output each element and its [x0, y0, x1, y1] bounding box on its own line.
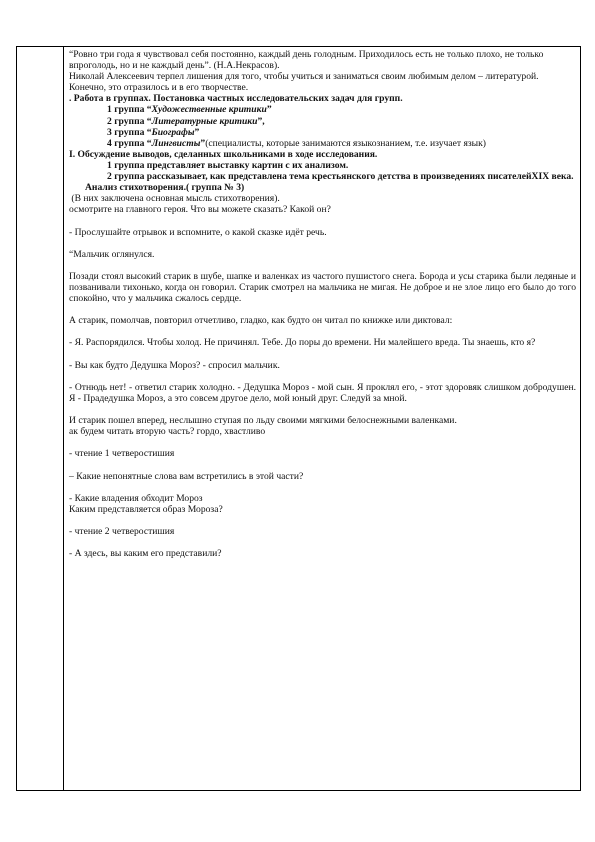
group-3-line: 3 группа “Биографы” [107, 126, 200, 138]
reflected-paragraph: Конечно, это отразилось и в его творчестве. [69, 82, 249, 94]
discussion-heading: I. Обсуждение выводов, сделанных школьниками в ходе исследования. [69, 148, 378, 160]
group-1-line: 1 группа “Художественные критики” [107, 104, 272, 116]
analysis-heading: Анализ стихотворения.( группа № 3) [85, 182, 245, 194]
lesson-content-cell [69, 49, 576, 559]
how-read-second-part: ак будем читать вторую часть? гордо, хвастливо [69, 426, 266, 438]
lesson-table [16, 46, 581, 791]
group-2-line: 2 группа “Литературные критики”, [107, 115, 265, 127]
far-from-it-paragraph: - Отнюдь нет! - ответил старик холодно. - Дедушка Мороз - мой сын. Я проклял его, - этот здоровяк слишком добродушен. Я - Прадедушка Мороз, а это совсем другое дело, мой юный друг. Следуй за мной. [69, 381, 576, 404]
group-2-tells: 2 группа рассказывает, как представлена тема крестьянского детства в произведениях писателейXIX века. [107, 171, 574, 183]
old-man-walked: И старик пошел вперед, неслышно ступая по льду своими мягкими белоснежными валенками. [69, 415, 457, 427]
nekrasov-quote: “Ровно три года я чувствовал себя постоянно, каждый день голодным. Приходилось есть не только плохо, не только впроголодь, но и не каждый день”. (Н.А.Некрасов). [69, 49, 544, 72]
here-how-question: - А здесь, вы каким его представили? [69, 548, 222, 560]
old-man-repeated: А старик, помолчав, повторил отчетливо, гладко, как будто он читал по книжке или диктовал: [69, 315, 453, 327]
look-at-hero: осмотрите на главного героя. Что вы можете сказать? Какой он? [69, 204, 331, 216]
grandfather-frost-question: - Вы как будто Дедушка Мороз? - спросил мальчик. [69, 359, 280, 371]
i-rule-line: - Я. Распорядился. Чтобы холод. Не причинял. Тебе. До поры до времени. Ни малейшего вреда. Ты знаешь, кто я? [69, 337, 536, 349]
old-man-paragraph: Позади стоял высокий старик в шубе, шапке и валенках из частого пушистого снега. Борода и усы старика были ледяные и позванивали тихонько, когда он говорил. Старик смотрел на мальчика не мигая. Не доброе и не злое лицо его было до того спокойно, что у мальчика сжалось сердце. [69, 270, 576, 305]
group-4-line: 4 группа “Лингвисты”(специалисты, которые занимаются языкознанием, т.е. изучает язык) [107, 137, 486, 149]
nikolai-paragraph: Николай Алексеевич терпел лишения для того, чтобы учиться и заниматься своим любимым делом – литературой. [69, 71, 539, 83]
reading-2-stanza: - чтение 2 четверостишия [69, 526, 175, 538]
unclear-words-question: – Какие непонятные слова вам встретились в этой части? [69, 470, 304, 482]
main-idea-note: (В них заключена основная мысль стихотворения). [71, 193, 280, 205]
work-groups-heading: . Работа в группах. Постановка частных исследовательских задач для групп. [69, 93, 403, 105]
image-of-frost-question: Каким представляется образ Мороза? [69, 503, 223, 515]
domains-question: - Какие владения обходит Мороз [69, 492, 203, 504]
reading-1-stanza: - чтение 1 четверостишия [69, 448, 175, 460]
left-column-cell [17, 47, 64, 790]
listen-excerpt: - Прослушайте отрывок и вспомните, о какой сказке идёт речь. [69, 226, 327, 238]
group-1-presents: 1 группа представляет выставку картин с их анализом. [107, 159, 349, 171]
boy-turned: “Мальчик оглянулся. [69, 248, 155, 260]
